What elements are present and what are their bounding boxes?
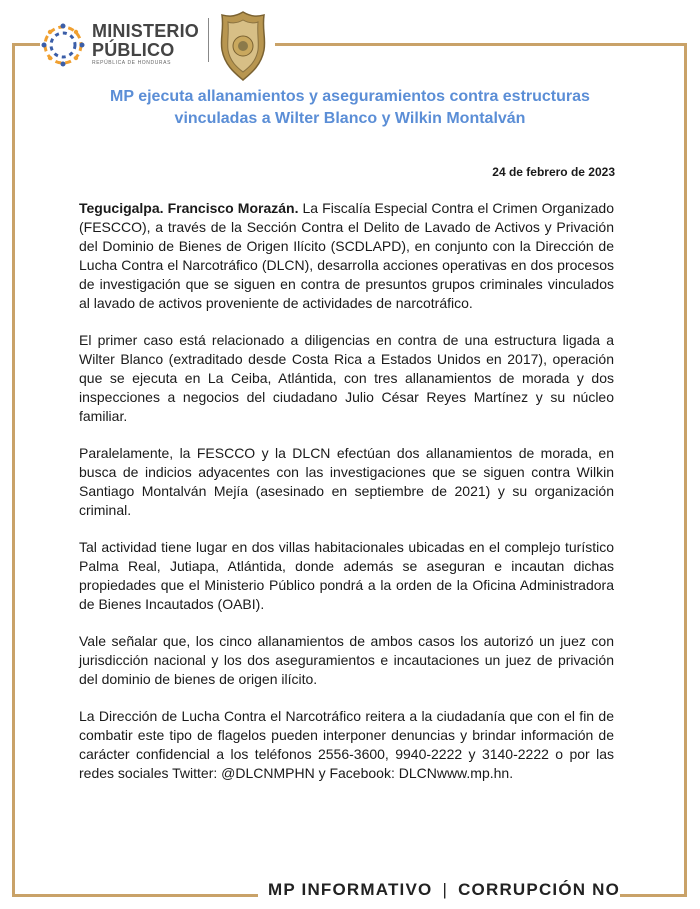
logo-title-line2: PÚBLICO bbox=[92, 40, 175, 60]
paragraph-1 bbox=[79, 199, 614, 313]
police-badge-icon bbox=[218, 10, 268, 82]
page-title-line2: vinculadas a Wilter Blanco y Wilkin Montalván bbox=[174, 110, 526, 127]
logo-title-line1: MINISTERIO bbox=[92, 21, 200, 41]
footer-separator: | bbox=[442, 880, 449, 899]
logo-subtitle: REPÚBLICA DE HONDURAS bbox=[92, 60, 172, 66]
frame-top-left-line bbox=[12, 43, 40, 46]
footer-tagline bbox=[268, 880, 620, 900]
logo-title bbox=[92, 22, 199, 60]
dateline: Tegucigalpa. Francisco Morazán. bbox=[79, 200, 299, 216]
ministerio-publico-logo bbox=[40, 14, 205, 69]
paragraph-2: El primer caso está relacionado a diligencias en contra de una estructura ligada a Wilter Blanco (extraditado desde Costa Rica a Estados Unidos en 2017), operación que se ejecuta en La Ceiba, Atlántida, con tres allanamientos de morada y dos inspecciones a negocios del ciudadano Julio César Reyes Martínez y su núcleo familiar. bbox=[79, 332, 614, 424]
frame-left-line bbox=[12, 43, 15, 897]
paragraph-1-text: La Fiscalía Especial Contra el Crimen Organizado (FESCCO), a través de la Sección Contra el Delito de Lavado de Activos y Privación del Dominio de Bienes de Origen Ilícito (SCDLAPD), en conjunto con la Dirección de Lucha Contra el Narcotráfico (DLCN), desarrolla acciones operativas en dos procesos de investigación que se siguen en contra de presuntos grupos criminales vinculados al lavado de activos proveniente de actividades de narcotráfico. bbox=[79, 200, 614, 311]
header-divider bbox=[208, 18, 209, 62]
footer-left: MP INFORMATIVO bbox=[268, 880, 433, 899]
ministerio-publico-ring-logo-icon bbox=[40, 22, 86, 68]
publication-date: 24 de febrero de 2023 bbox=[492, 165, 615, 179]
frame-top-right-line bbox=[275, 43, 687, 46]
frame-bottom-left-line bbox=[12, 894, 258, 897]
article-body bbox=[79, 199, 614, 801]
paragraph-5: Vale señalar que, los cinco allanamientos de ambos casos los autorizó un juez con jurisdicción nacional y los dos aseguramientos e incautaciones un juez de privación del dominio de bienes de origen ilícito. bbox=[79, 633, 614, 687]
paragraph-3: Paralelamente, la FESCCO y la DLCN efectúan dos allanamientos de morada, en busca de indicios adyacentes con las investigaciones que se siguen contra Wilkin Santiago Montalván Mejía (asesinado en septiembre de 2021) y su organización criminal. bbox=[79, 445, 614, 518]
footer-right: CORRUPCIÓN NO bbox=[458, 880, 621, 899]
page-title bbox=[80, 86, 620, 130]
frame-bottom-right-line bbox=[620, 894, 687, 897]
paragraph-4: Tal actividad tiene lugar en dos villas habitacionales ubicadas en el complejo turístico Palma Real, Jutiapa, Atlántida, donde además se aseguran e incautan dichas propiedades que el Ministerio Público pondrá a la orden de la Oficina Administradora de Bienes Incautados (OABI). bbox=[79, 539, 614, 612]
page-title-line1: MP ejecuta allanamientos y aseguramientos contra estructuras bbox=[110, 88, 590, 105]
paragraph-6: La Dirección de Lucha Contra el Narcotráfico reitera a la ciudadanía que con el fin de combatir este tipo de flagelos pueden interponer denuncias y brindar información de carácter confidencial a los teléfonos 2556-3600, 9940-2222 y 3140-2222 o por las redes sociales Twitter: @DLCNMPHN y Facebook: DLCNwww.mp.hn. bbox=[79, 708, 614, 781]
frame-right-line bbox=[684, 43, 687, 897]
